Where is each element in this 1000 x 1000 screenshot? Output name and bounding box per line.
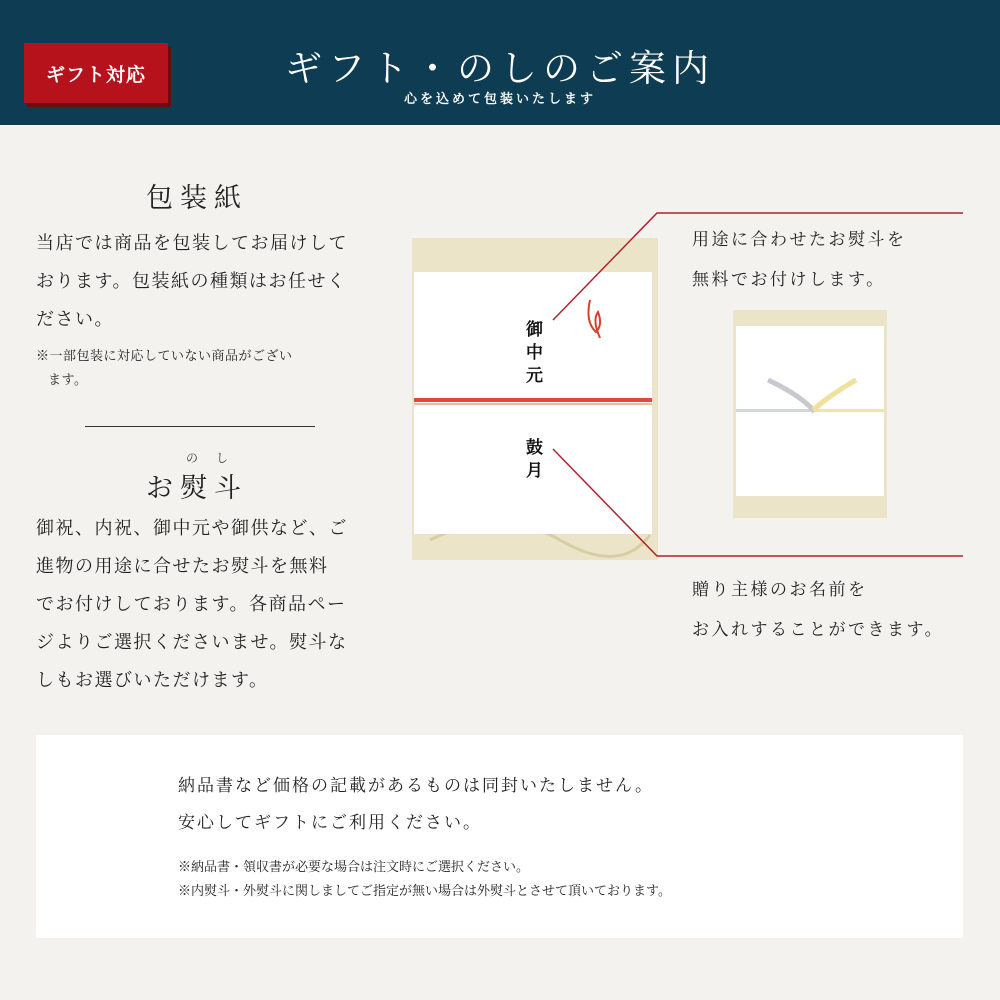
callout-sender-name bbox=[692, 570, 944, 650]
callout-noshi-purpose bbox=[692, 220, 907, 300]
mizuhiki-line bbox=[414, 403, 652, 405]
page-title: ギフト・のしのご案内 bbox=[285, 47, 715, 90]
notice-note: ※納品書・領収書が必要な場合は注文時にご選択ください。 bbox=[178, 860, 530, 875]
callout-line: 贈り主様のお名前を bbox=[692, 580, 868, 600]
notice-line: 安心してギフトにご利用ください。 bbox=[178, 813, 482, 833]
wrapping-title: 包装紙 bbox=[146, 183, 248, 214]
callout-line: お入れすることができます。 bbox=[692, 620, 945, 640]
noshi-line: 進物の用途に合せたお熨斗を無料 bbox=[36, 556, 329, 577]
wrapping-note-line: ます。 bbox=[48, 373, 88, 388]
noshi-line: でお付けしております。各商品ペー bbox=[36, 594, 347, 615]
mizuhiki-red bbox=[414, 398, 652, 402]
wrapping-line: 当店では商品を包装してお届けして bbox=[36, 233, 348, 254]
callout-line: 無料でお付けします。 bbox=[692, 270, 886, 290]
noshi-line: しもお選びいただけます。 bbox=[36, 670, 269, 691]
noshi-title: お熨斗 bbox=[146, 473, 248, 504]
noshi-line: ジよりご選択くださいませ。熨斗な bbox=[36, 632, 348, 653]
wrapping-line: おります。包装紙の種類はお任せく bbox=[36, 271, 347, 292]
noshi-sender-text: 鼓月 bbox=[522, 438, 542, 484]
notice-line: 納品書など価格の記載があるものは同封いたしません。 bbox=[178, 776, 655, 796]
small-mizuhiki-gold bbox=[810, 409, 884, 412]
noshi-purpose-text: 御中元 bbox=[522, 320, 542, 389]
wrapping-line: ださい。 bbox=[36, 309, 114, 330]
noshi-line: 御祝、内祝、御中元や御供など、ご bbox=[36, 518, 348, 539]
page-subtitle: 心を込めて包装いたします bbox=[403, 92, 596, 107]
notice-main bbox=[178, 768, 654, 842]
gift-badge: ギフト対応 bbox=[24, 43, 168, 103]
wrapping-note-line: ※一部包装に対応していない商品がござい bbox=[36, 349, 293, 364]
notice-notes bbox=[178, 856, 671, 904]
callout-line: 用途に合わせたお熨斗を bbox=[692, 230, 907, 250]
noshi-ruby: のし bbox=[186, 451, 247, 465]
notice-note: ※内熨斗・外熨斗に関しましてご指定が無い場合は外熨斗とさせて頂いております。 bbox=[178, 884, 671, 899]
